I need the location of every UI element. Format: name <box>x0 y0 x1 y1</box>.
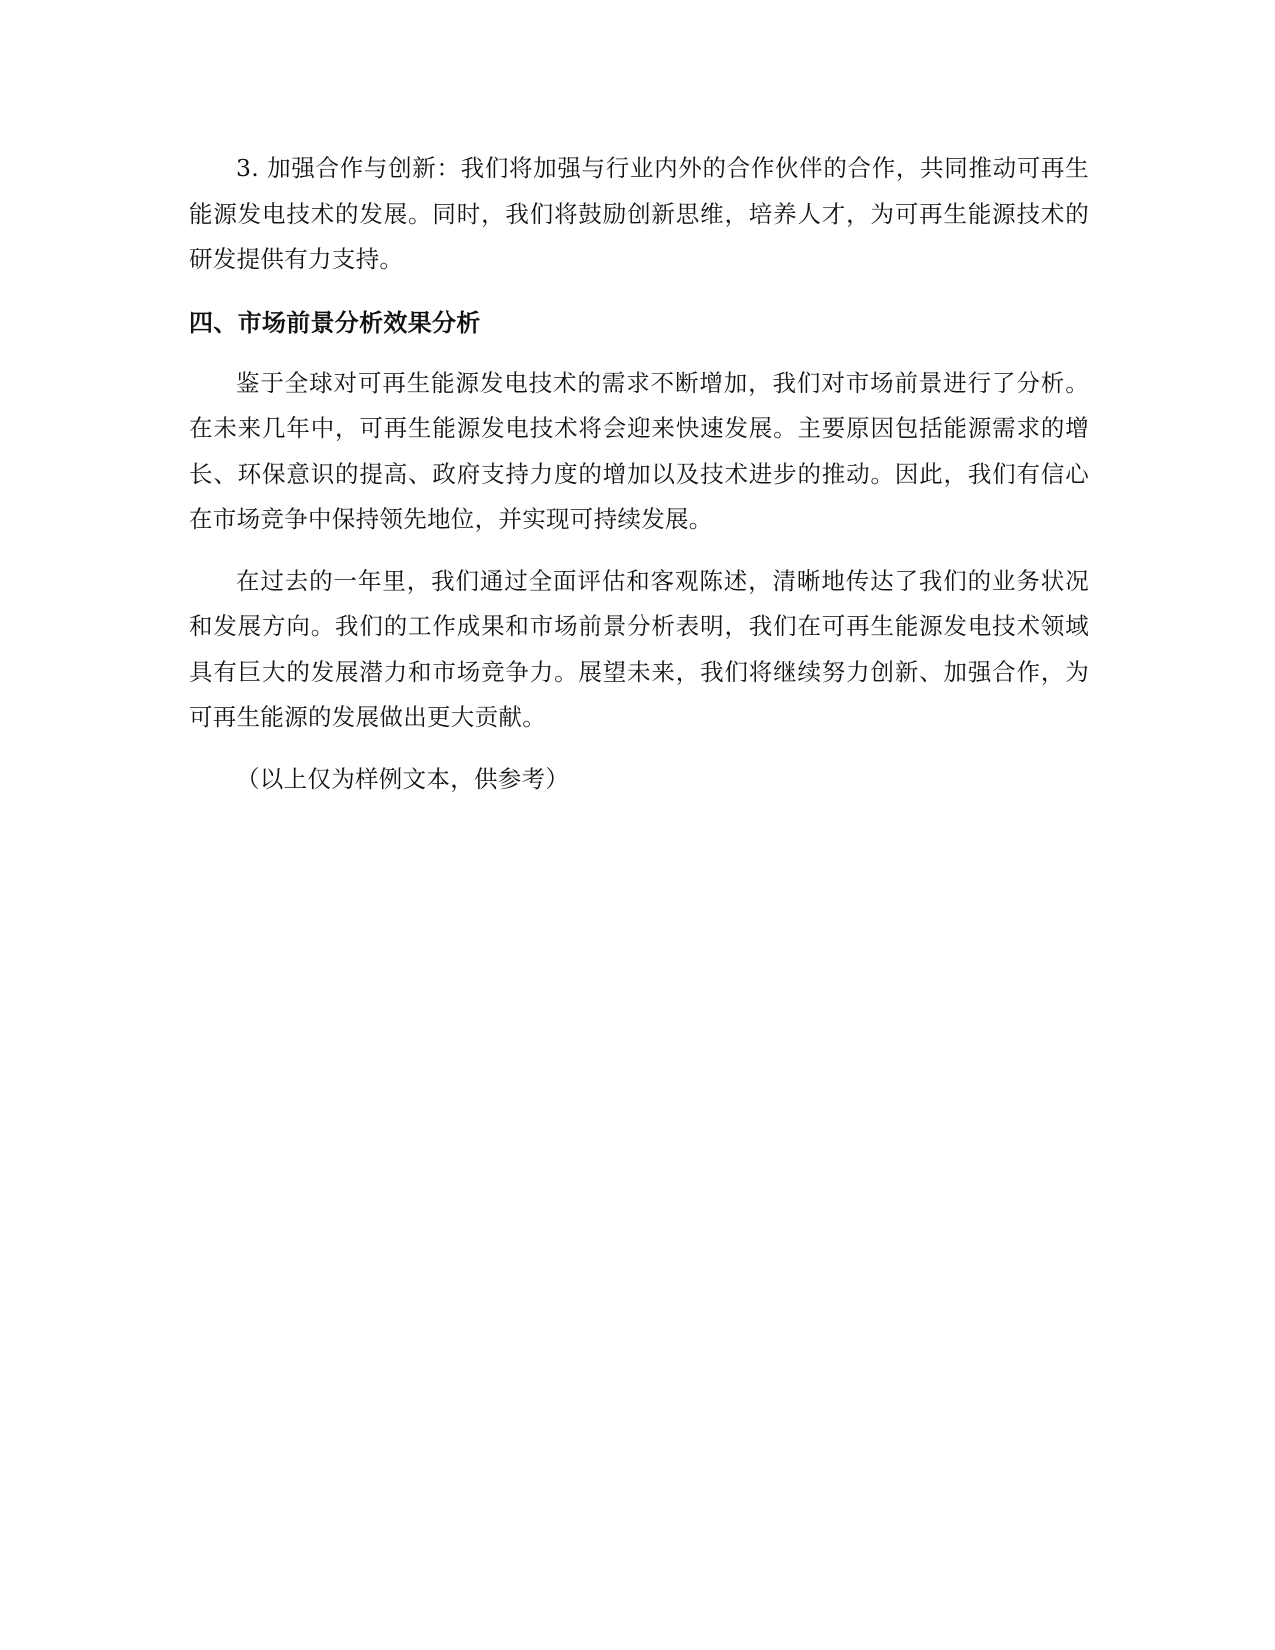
section-heading-market-outlook: 四、市场前景分析效果分析 <box>189 308 481 337</box>
closing-note: （以上仅为样例文本，供参考） <box>236 764 570 793</box>
paragraph-summary: 在过去的一年里，我们通过全面评估和客观陈述，清晰地传达了我们的业务状况和发展方向。我们的工作成果和市场前景分析表明，我们在可再生能源发电技术领域具有巨大的发展潜力和市场竞争力。展望未来，我们将继续努力创新、加强合作，为可再生能源的发展做出更大贡献。 <box>189 566 1089 731</box>
list-item-cooperation-innovation: 3. 加强合作与创新：我们将加强与行业内外的合作伙伴的合作，共同推动可再生能源发电技术的发展。同时，我们将鼓励创新思维，培养人才，为可再生能源技术的研发提供有力支持。 <box>189 154 1089 273</box>
paragraph-market-analysis: 鉴于全球对可再生能源发电技术的需求不断增加，我们对市场前景进行了分析。在未来几年中，可再生能源发电技术将会迎来快速发展。主要原因包括能源需求的增长、环保意识的提高、政府支持力度的增加以及技术进步的推动。因此，我们有信心在市场竞争中保持领先地位，并实现可持续发展。 <box>189 368 1089 533</box>
document-body <box>189 146 1089 802</box>
